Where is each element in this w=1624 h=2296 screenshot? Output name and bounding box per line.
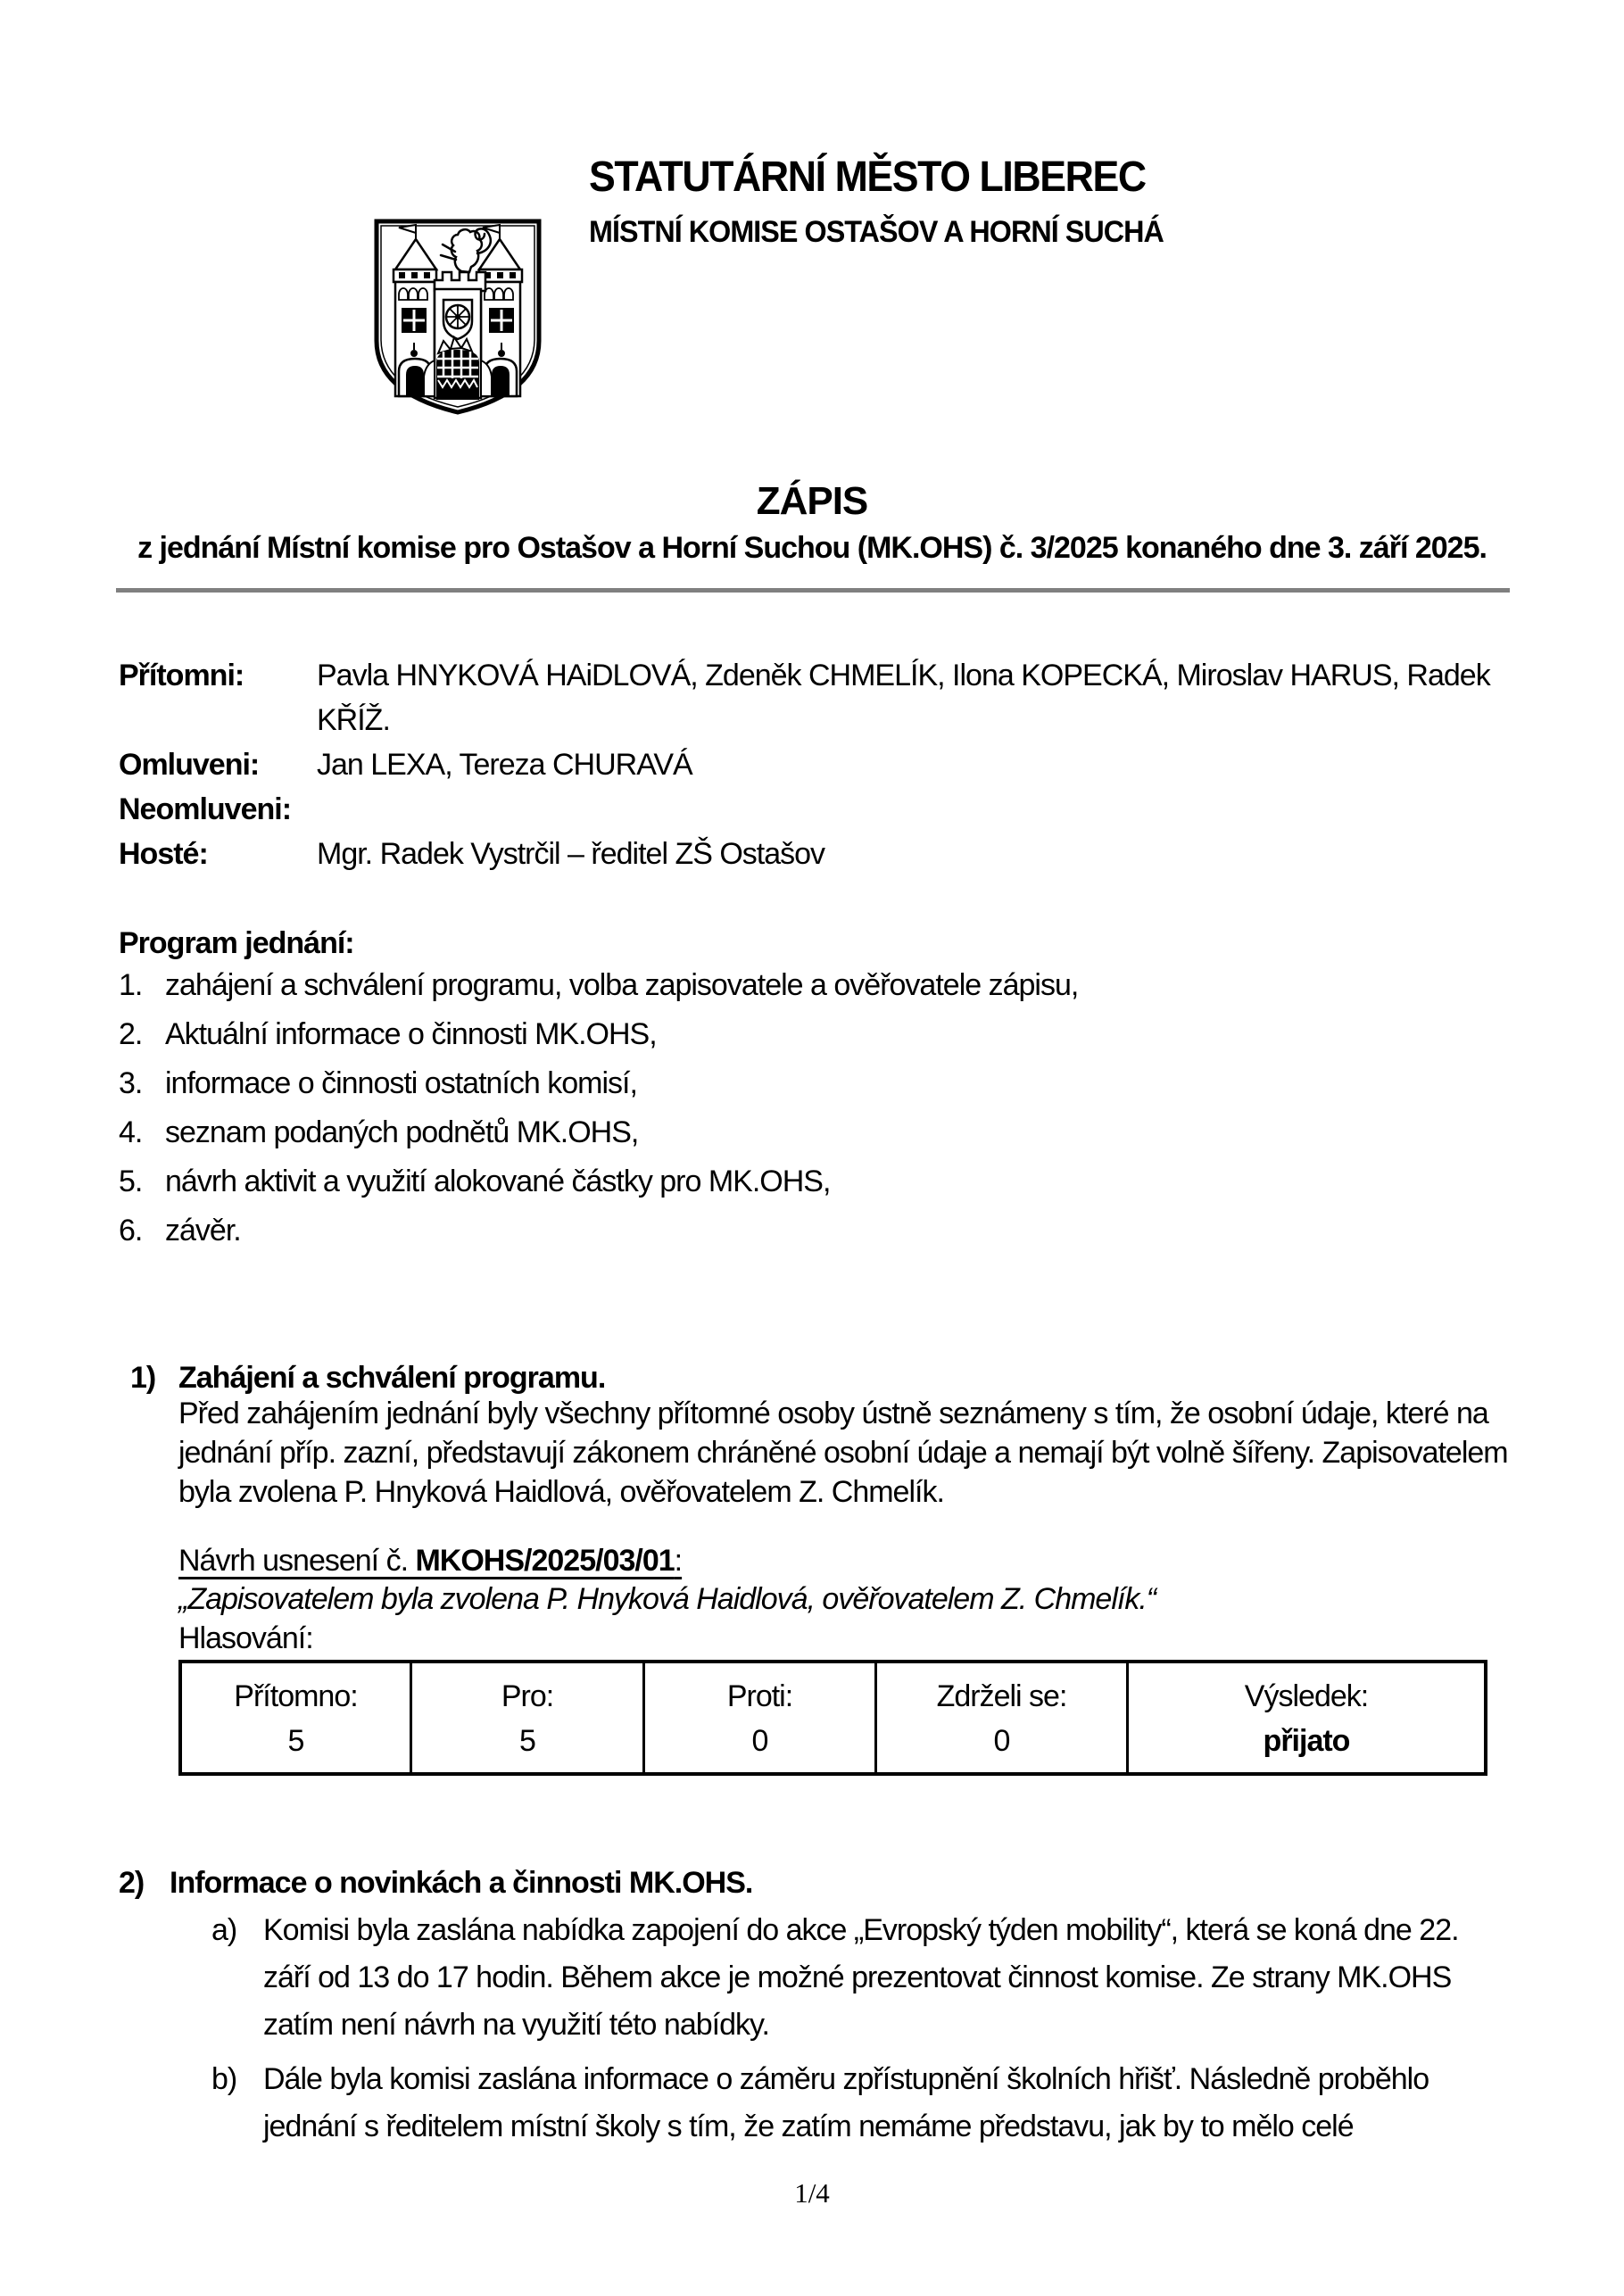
resolution-quote: „Zapisovatelem byla zvolena P. Hnyková Haidlová, ověřovatelem Z. Chmelík.“ [178, 1582, 1156, 1616]
section-1-heading [130, 1358, 605, 1397]
voting-label: Hlasování: [178, 1621, 313, 1655]
voting-cell-value: přijato [1263, 1724, 1350, 1758]
attendee-value: Pavla HNYKOVÁ HAiDLOVÁ, Zdeněk CHMELÍK, Ilona KOPECKÁ, Miroslav HARUS, Radek KŘÍŽ. [317, 659, 1490, 737]
attendee-value: Jan LEXA, Tereza CHURAVÁ [317, 748, 692, 782]
agenda-item-text: zahájení a schválení programu, volba zapisovatele a ověřovatele zápisu, [165, 968, 1079, 1002]
agenda-item-number: 6. [119, 1214, 143, 1247]
agenda-item-text: informace o činnosti ostatních komisí, [165, 1066, 637, 1100]
voting-cell-value: 5 [519, 1724, 535, 1758]
sub-item-b [211, 2056, 1514, 2151]
attendee-row-present [119, 653, 1517, 742]
doc-title: ZÁPIS [756, 479, 868, 523]
sub-item-a [211, 1907, 1514, 2049]
agenda-item-number: 4. [119, 1115, 143, 1149]
agenda-item-text: Aktuální informace o činnosti MK.OHS, [165, 1017, 657, 1051]
agenda-item-number: 3. [119, 1066, 143, 1100]
agenda-list [119, 961, 1511, 1256]
resolution-number: MKOHS/2025/03/01 [415, 1544, 675, 1578]
agenda-item-text: závěr. [165, 1214, 241, 1247]
resolution-heading [178, 1541, 682, 1580]
org-subtitle: MÍSTNÍ KOMISE OSTAŠOV A HORNÍ SUCHÁ [589, 215, 1164, 249]
agenda-item [119, 1206, 1511, 1256]
agenda-item-text: návrh aktivit a využití alokované částky pro MK.OHS, [165, 1165, 831, 1198]
resolution-label: Návrh usnesení č. [178, 1544, 416, 1578]
voting-cell-result [1129, 1663, 1484, 1772]
section-number: 2) [119, 1866, 145, 1900]
attendee-row-guests [119, 832, 1517, 876]
attendee-row-excused [119, 742, 1517, 787]
attendee-value: Mgr. Radek Vystrčil – ředitel ZŠ Ostašov [317, 837, 825, 871]
voting-cell-label: Pro: [501, 1679, 554, 1713]
agenda-item-number: 5. [119, 1165, 143, 1198]
agenda-item-number: 1. [119, 968, 143, 1002]
sub-item-text: Dále byla komisi zaslána informace o záměru zpřístupnění školních hřišť. Následně proběhlo jednání s ředitelem místní školy s tím, že zatím nemáme představu, jak by to mělo celé [263, 2062, 1429, 2143]
liberec-coat-of-arms-icon [372, 218, 543, 416]
section-1-paragraph: Před zahájením jednání byly všechny přítomné osoby ústně seznámeny s tím, že osobní údaje, které na jednání příp. zazní, představují zákonem chráněné osobní údaje a nemají být volně šířeny. Zapisovatelem byla zvolena P. Hnyková Haidlová, ověřovatelem Z. Chmelík. [178, 1397, 1508, 1509]
org-title: STATUTÁRNÍ MĚSTO LIBEREC [589, 153, 1146, 201]
voting-cell-abstained [877, 1663, 1129, 1772]
voting-cell-label: Zdrželi se: [936, 1679, 1067, 1713]
horizontal-divider [116, 588, 1510, 593]
agenda-item [119, 1010, 1511, 1059]
attendees-section [119, 653, 1517, 876]
agenda-item-number: 2. [119, 1017, 143, 1051]
voting-cell-value: 0 [993, 1724, 1010, 1758]
voting-cell-value: 5 [287, 1724, 304, 1758]
doc-subtitle: z jednání Místní komise pro Ostašov a Horní Suchou (MK.OHS) č. 3/2025 konaného dne 3. září 2025. [137, 531, 1487, 565]
sub-item-number: b) [211, 2062, 237, 2096]
section-number: 1) [130, 1361, 156, 1395]
voting-table [178, 1660, 1487, 1776]
voting-cell-against [645, 1663, 877, 1772]
sub-item-text: Komisi byla zaslána nabídka zapojení do akce „Evropský týden mobility“, která se koná dne 22. září od 13 do 17 hodin. Během akce je možné prezentovat činnost komise. Ze strany MK.OHS zatím není návrh na využití této nabídky. [263, 1913, 1459, 2042]
voting-cell-for [412, 1663, 645, 1772]
agenda-item [119, 1157, 1511, 1206]
agenda-item-text: seznam podaných podnětů MK.OHS, [165, 1115, 639, 1149]
resolution-colon: : [674, 1544, 683, 1578]
agenda-item [119, 1059, 1511, 1108]
section-heading-text: Informace o novinkách a činnosti MK.OHS. [170, 1866, 753, 1900]
page-number: 1/4 [794, 2177, 830, 2209]
attendee-label: Přítomni: [119, 659, 244, 692]
attendee-row-unexcused [119, 787, 1517, 832]
header [589, 153, 1194, 250]
voting-cell-present [182, 1663, 412, 1772]
section-heading-text: Zahájení a schválení programu. [178, 1361, 606, 1395]
attendee-label: Neomluveni: [119, 792, 292, 826]
voting-cell-label: Přítomno: [234, 1679, 358, 1713]
voting-cell-label: Výsledek: [1244, 1679, 1369, 1713]
voting-cell-value: 0 [751, 1724, 768, 1758]
agenda-item [119, 961, 1511, 1010]
attendee-label: Hosté: [119, 837, 208, 871]
section-2-heading [119, 1863, 752, 1902]
sub-item-number: a) [211, 1913, 237, 1947]
attendee-label: Omluveni: [119, 748, 260, 782]
agenda-heading: Program jednání: [119, 926, 354, 960]
voting-cell-label: Proti: [726, 1679, 793, 1713]
agenda-item [119, 1108, 1511, 1157]
section-2-items [211, 1907, 1514, 2158]
